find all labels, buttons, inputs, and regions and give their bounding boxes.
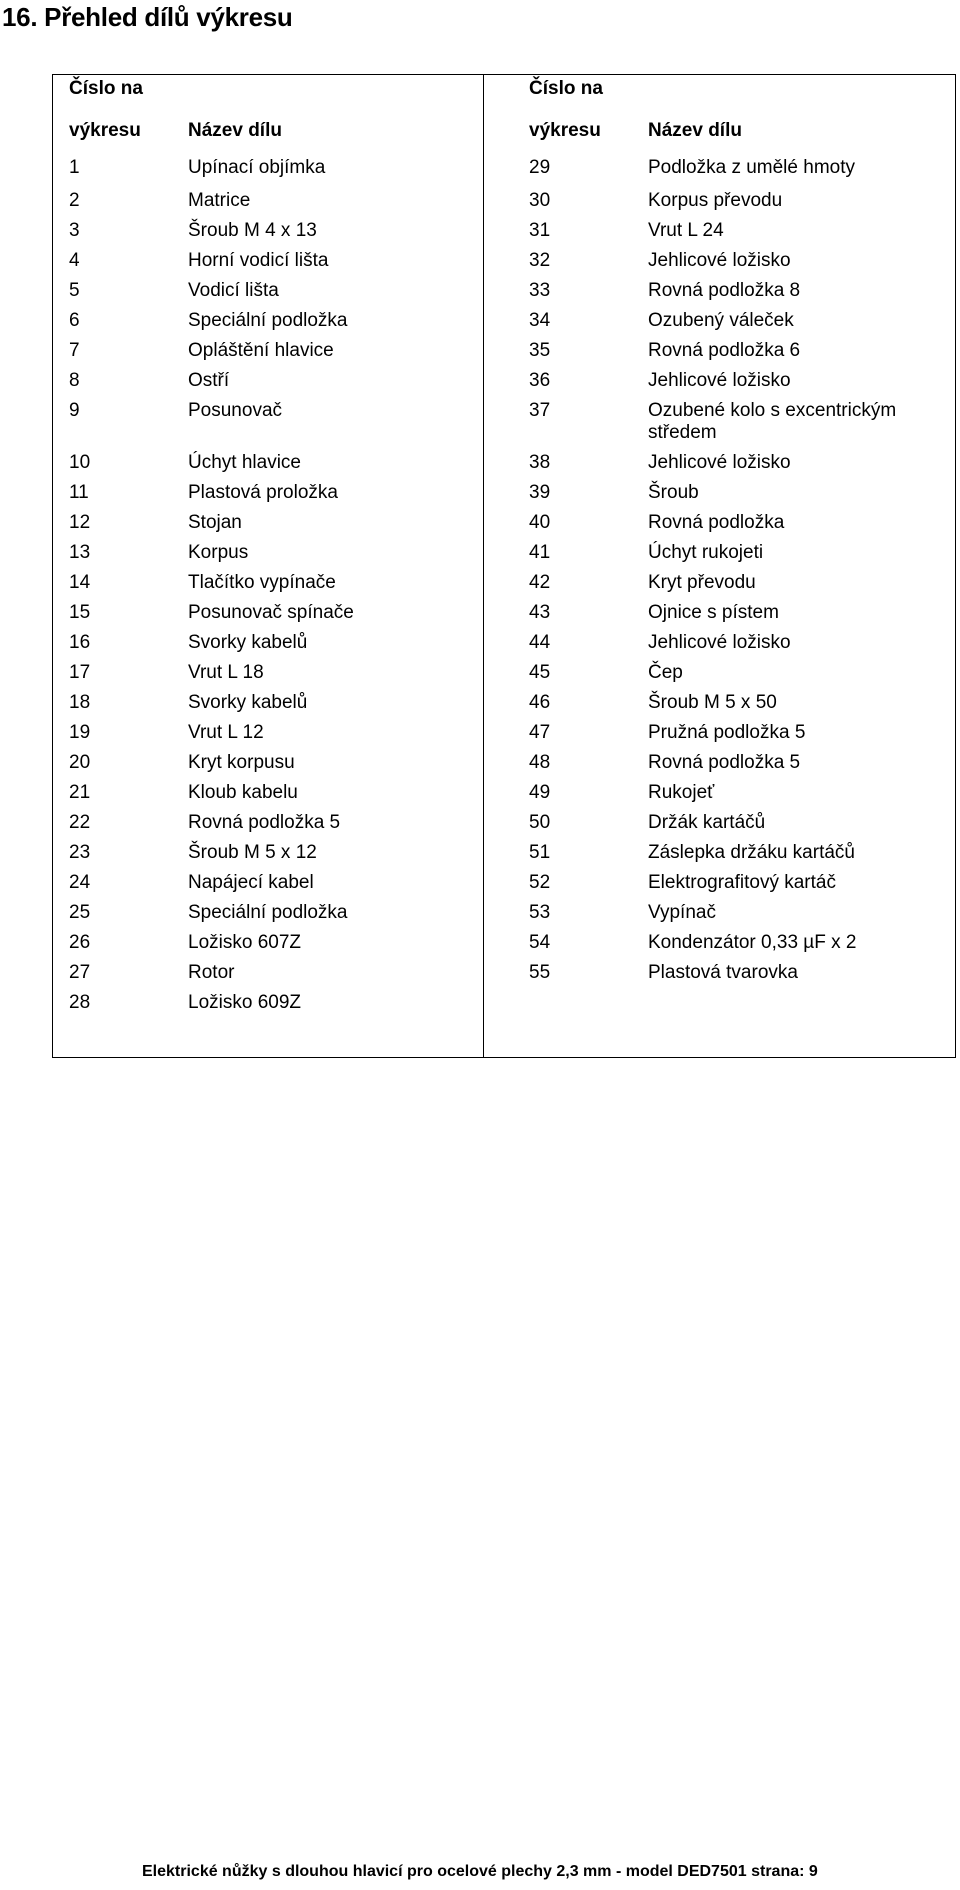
- part-name: Kryt převodu: [648, 572, 756, 593]
- table-row: [69, 452, 479, 482]
- table-row: [529, 842, 949, 872]
- part-name: Stojan: [188, 512, 242, 533]
- part-name: Kryt korpusu: [188, 752, 295, 773]
- part-name: Rovná podložka 8: [648, 280, 801, 301]
- part-number: 4: [69, 250, 80, 271]
- part-name: Ozubený váleček: [648, 310, 794, 331]
- part-name: Záslepka držáku kartáčů: [648, 842, 855, 863]
- part-number: 31: [529, 220, 551, 241]
- part-name: Rovná podložka 5: [648, 752, 801, 773]
- parts-table: [52, 74, 956, 1058]
- part-number: 8: [69, 370, 80, 391]
- header-number-line2: výkresu: [529, 120, 601, 141]
- table-row: [529, 280, 949, 310]
- part-name: Jehlicové ložisko: [648, 452, 791, 473]
- table-row: [529, 692, 949, 722]
- table-row: [529, 512, 949, 542]
- page-footer: Elektrické nůžky s dlouhou hlavicí pro ocelové plechy 2,3 mm - model DED7501 strana: 9: [142, 1863, 818, 1880]
- part-number: 42: [529, 572, 551, 593]
- part-name: Korpus převodu: [648, 190, 783, 211]
- part-name: Ložisko 607Z: [188, 932, 302, 953]
- part-number: 2: [69, 190, 80, 211]
- part-number: 6: [69, 310, 80, 331]
- table-row: [69, 482, 479, 512]
- part-name: Podložka z umělé hmoty: [648, 157, 855, 178]
- part-name: Vrut L 18: [188, 662, 264, 683]
- part-name: Pružná podložka 5: [648, 722, 806, 743]
- part-name: Šroub M 4 x 13: [188, 220, 317, 241]
- table-row: [529, 782, 949, 812]
- part-name: Držák kartáčů: [648, 812, 766, 833]
- part-number: 29: [529, 157, 551, 178]
- part-number: 43: [529, 602, 551, 623]
- table-row: [69, 512, 479, 542]
- table-row: [69, 340, 479, 370]
- part-name: Posunovač: [188, 400, 283, 421]
- part-name: Rovná podložka 6: [648, 340, 801, 361]
- part-number: 11: [69, 482, 89, 503]
- table-row: [69, 632, 479, 662]
- part-number: 28: [69, 992, 91, 1013]
- table-row: [69, 932, 479, 962]
- table-row: [529, 872, 949, 902]
- left-rows: [69, 157, 479, 1022]
- table-row: [529, 662, 949, 692]
- part-number: 13: [69, 542, 91, 563]
- part-name: Upínací objímka: [188, 157, 326, 178]
- part-number: 37: [529, 400, 551, 421]
- table-row: [69, 400, 479, 452]
- part-name: Rukojeť: [648, 782, 715, 803]
- part-number: 52: [529, 872, 551, 893]
- part-name: Rovná podložka: [648, 512, 785, 533]
- left-column: [69, 75, 479, 1057]
- part-number: 27: [69, 962, 91, 983]
- part-number: 35: [529, 340, 551, 361]
- part-number: 32: [529, 250, 551, 271]
- part-number: 12: [69, 512, 91, 533]
- part-number: 33: [529, 280, 551, 301]
- part-number: 38: [529, 452, 551, 473]
- part-number: 3: [69, 220, 80, 241]
- right-rows: [529, 157, 949, 992]
- part-number: 55: [529, 962, 551, 983]
- table-row: [69, 782, 479, 812]
- table-row: [529, 190, 949, 220]
- table-row: [69, 190, 479, 220]
- part-number: 47: [529, 722, 551, 743]
- part-name: Kondenzátor 0,33 µF x 2: [648, 932, 857, 953]
- table-row: [69, 902, 479, 932]
- part-number: 19: [69, 722, 91, 743]
- header-number-line2: výkresu: [69, 120, 141, 141]
- part-number: 46: [529, 692, 551, 713]
- table-row: [69, 572, 479, 602]
- part-name: Vrut L 12: [188, 722, 264, 743]
- part-number: 18: [69, 692, 91, 713]
- part-number: 14: [69, 572, 91, 593]
- part-name: Rotor: [188, 962, 235, 983]
- part-name: Opláštění hlavice: [188, 340, 334, 361]
- part-number: 30: [529, 190, 551, 211]
- table-row: [529, 250, 949, 280]
- part-number: 1: [69, 157, 80, 178]
- part-number: 10: [69, 452, 91, 473]
- part-number: 16: [69, 632, 91, 653]
- part-name: Svorky kabelů: [188, 692, 308, 713]
- part-number: 44: [529, 632, 551, 653]
- table-row: [529, 902, 949, 932]
- part-number: 17: [69, 662, 91, 683]
- part-number: 24: [69, 872, 91, 893]
- table-row: [69, 220, 479, 250]
- table-row: [69, 692, 479, 722]
- part-name: Elektrografitový kartáč: [648, 872, 836, 893]
- part-name: Ojnice s pístem: [648, 602, 779, 623]
- part-name: Ostří: [188, 370, 230, 391]
- table-row: [69, 992, 479, 1022]
- table-row: [69, 812, 479, 842]
- part-name: Horní vodicí lišta: [188, 250, 329, 271]
- part-name: Korpus: [188, 542, 249, 563]
- part-number: 45: [529, 662, 551, 683]
- part-number: 36: [529, 370, 551, 391]
- part-number: 50: [529, 812, 551, 833]
- part-number: 26: [69, 932, 91, 953]
- part-name: Ozubené kolo s excentrickým středem: [648, 400, 897, 443]
- part-number: 21: [69, 782, 91, 803]
- header-number-line1: Číslo na: [69, 78, 143, 99]
- part-number: 5: [69, 280, 80, 301]
- table-row: [69, 602, 479, 632]
- table-row: [529, 542, 949, 572]
- part-number: 48: [529, 752, 551, 773]
- part-number: 20: [69, 752, 91, 773]
- part-name: Matrice: [188, 190, 251, 211]
- part-number: 22: [69, 812, 91, 833]
- part-name: Jehlicové ložisko: [648, 370, 791, 391]
- part-number: 40: [529, 512, 551, 533]
- part-name: Šroub M 5 x 12: [188, 842, 317, 863]
- table-row: [69, 370, 479, 400]
- table-row: [529, 572, 949, 602]
- table-row: [69, 310, 479, 340]
- part-name: Tlačítko vypínače: [188, 572, 336, 593]
- part-number: 15: [69, 602, 91, 623]
- part-name: Napájecí kabel: [188, 872, 314, 893]
- table-row: [529, 310, 949, 340]
- table-row: [529, 220, 949, 250]
- table-row: [69, 962, 479, 992]
- header-part-name: Název dílu: [188, 120, 282, 141]
- part-name: Jehlicové ložisko: [648, 632, 791, 653]
- table-row: [529, 962, 949, 992]
- part-name: Úchyt hlavice: [188, 452, 301, 473]
- part-name: Vrut L 24: [648, 220, 724, 241]
- table-row: [529, 812, 949, 842]
- part-number: 41: [529, 542, 551, 563]
- table-row: [69, 722, 479, 752]
- part-number: 49: [529, 782, 551, 803]
- part-name: Úchyt rukojeti: [648, 542, 764, 563]
- part-number: 25: [69, 902, 91, 923]
- part-number: 53: [529, 902, 551, 923]
- part-number: 34: [529, 310, 551, 331]
- part-number: 51: [529, 842, 551, 863]
- table-row: [529, 932, 949, 962]
- table-row: [529, 602, 949, 632]
- table-row: [69, 872, 479, 902]
- table-row: [69, 662, 479, 692]
- part-name: Vodicí lišta: [188, 280, 279, 301]
- part-name: Ložisko 609Z: [188, 992, 302, 1013]
- part-number: 23: [69, 842, 91, 863]
- table-row: [529, 482, 949, 512]
- part-number: 7: [69, 340, 80, 361]
- part-name: Speciální podložka: [188, 902, 348, 923]
- part-name: Šroub M 5 x 50: [648, 692, 777, 713]
- table-row: [529, 340, 949, 370]
- header-part-name: Název dílu: [648, 120, 742, 141]
- table-row: [529, 400, 949, 452]
- table-row: [529, 632, 949, 662]
- part-name: Jehlicové ložisko: [648, 250, 791, 271]
- table-row: [529, 752, 949, 782]
- table-row: [69, 542, 479, 572]
- part-name: Plastová tvarovka: [648, 962, 798, 983]
- part-name: Svorky kabelů: [188, 632, 308, 653]
- part-number: 54: [529, 932, 551, 953]
- table-row: [529, 452, 949, 482]
- table-row: [529, 370, 949, 400]
- table-row: [69, 157, 479, 190]
- part-name: Plastová proložka: [188, 482, 338, 503]
- part-name: Rovná podložka 5: [188, 812, 341, 833]
- table-row: [69, 752, 479, 782]
- table-row: [529, 157, 949, 190]
- table-row: [69, 280, 479, 310]
- part-name: Čep: [648, 662, 683, 683]
- table-row: [69, 250, 479, 280]
- table-row: [69, 842, 479, 872]
- part-name: Posunovač spínače: [188, 602, 354, 623]
- page-title: 16. Přehled dílů výkresu: [2, 2, 293, 32]
- header-number-line1: Číslo na: [529, 78, 603, 99]
- table-row: [529, 722, 949, 752]
- right-column: [529, 75, 949, 1057]
- part-name: Speciální podložka: [188, 310, 348, 331]
- part-name: Šroub: [648, 482, 699, 503]
- part-name: Kloub kabelu: [188, 782, 298, 803]
- part-name: Vypínač: [648, 902, 716, 923]
- part-number: 39: [529, 482, 551, 503]
- part-number: 9: [69, 400, 80, 421]
